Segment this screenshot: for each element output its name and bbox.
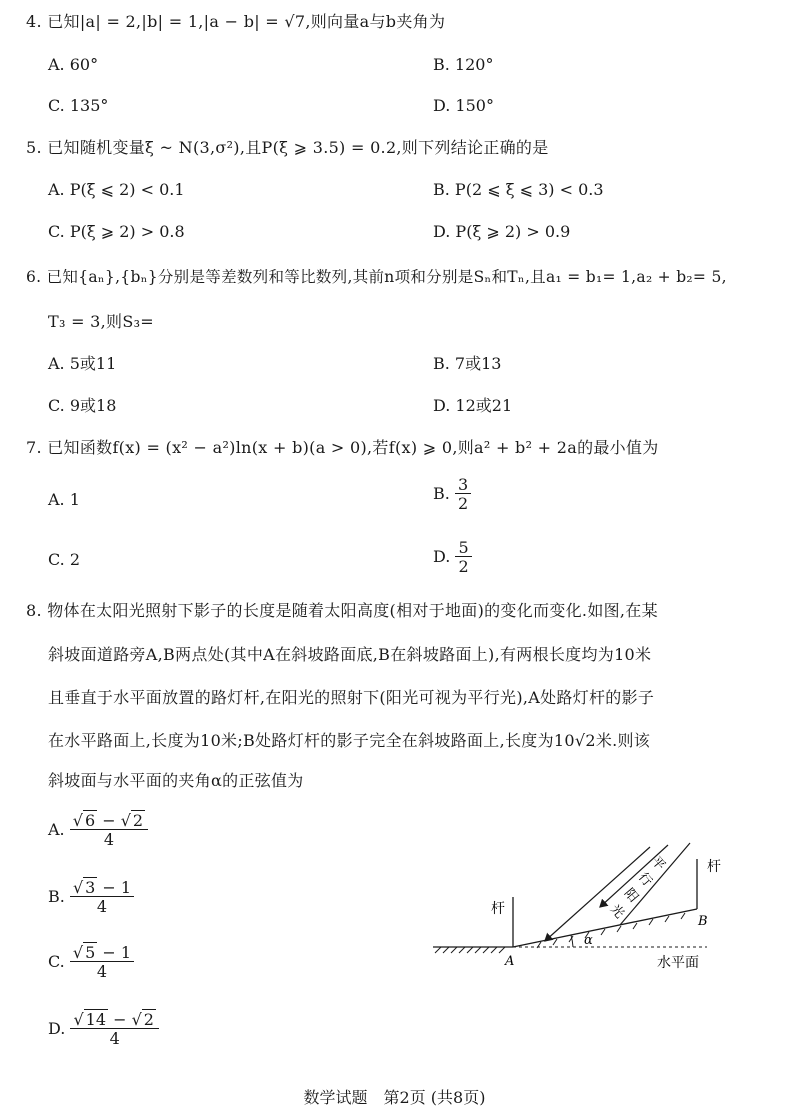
angle-alpha-label: α <box>584 933 593 948</box>
q8-option-a-label: A. <box>48 820 65 839</box>
q8-option-c-operator: − <box>102 943 116 962</box>
q5-stem: 5. 已知随机变量ξ ~ N(3,σ²),且P(ξ ⩾ 3.5) = 0.2,则下列结论正确的是 <box>26 138 549 157</box>
q8-option-b-tail: 1 <box>120 878 132 897</box>
slope-line <box>513 909 697 947</box>
q8-option-b-operator: − <box>102 878 116 897</box>
slope-hatch <box>537 913 685 948</box>
q7-stem: 7. 已知函数f(x) = (x² − a²)ln(x + b)(a > 0),若f(x) ⩾ 0,则a² + b² + 2a的最小值为 <box>26 438 659 457</box>
q8-option-d-numerator: √ 14 − √ 2 <box>73 1010 154 1029</box>
q6-option-b: B. 7或13 <box>433 354 502 373</box>
q8-option-a-denominator: 4 <box>70 829 148 848</box>
q7-option-b-fraction <box>455 477 471 512</box>
q8-stem-line4: 在水平路面上,长度为10米;B处路灯杆的影子完全在斜坡路面上,长度为10√2米.则该 <box>48 731 651 750</box>
sunlight-label-char3: 阳 <box>620 885 641 906</box>
sunlight-label-char2: 行 <box>634 869 655 890</box>
page-footer: 数学试题 第2页 (共8页) <box>303 1088 486 1107</box>
q6-option-c: C. 9或18 <box>48 396 117 415</box>
q7-option-b <box>433 477 471 512</box>
q8-option-c-radicand: 5 <box>85 943 96 962</box>
q8-option-b-denominator: 4 <box>70 896 134 915</box>
q8-stem-line2: 斜坡面道路旁A,B两点处(其中A在斜坡路面底,B在斜坡路面上),有两根长度均为10米 <box>48 645 652 664</box>
q4-option-c: C. 135° <box>48 96 109 115</box>
q7-option-c: C. 2 <box>48 550 81 569</box>
q7-option-b-label: B. <box>433 484 450 503</box>
q8-option-d-denominator: 4 <box>70 1028 159 1047</box>
q6-option-d: D. 12或21 <box>433 396 513 415</box>
q8-option-d-operator: − <box>113 1010 127 1029</box>
q7-option-d-label: D. <box>433 547 451 566</box>
point-a-label: A <box>505 954 515 969</box>
q8-option-c-label: C. <box>48 952 65 971</box>
q8-option-b-radicand: 3 <box>85 878 96 897</box>
q6-stem-line2: T₃ = 3,则S₃= <box>48 312 155 331</box>
sunlight-label-char1: 平 <box>647 853 668 874</box>
q8-option-c-numerator: √ 5 − 1 <box>72 943 132 962</box>
sunlight-label-char4: 光 <box>606 901 627 922</box>
q4-option-b: B. 120° <box>433 55 494 74</box>
q8-stem-line5: 斜坡面与水平面的夹角α的正弦值为 <box>48 771 304 790</box>
q8-option-d-fraction <box>70 1012 159 1047</box>
q8-option-c <box>48 945 134 980</box>
q8-option-b-fraction <box>70 880 134 915</box>
q7-option-d-fraction <box>455 540 471 575</box>
q8-option-b <box>48 880 134 915</box>
q7-option-d-denominator: 2 <box>455 556 471 575</box>
point-b-label: B <box>698 914 708 929</box>
q8-stem-line3: 且垂直于水平面放置的路灯杆,在阳光的照射下(阳光可视为平行光),A处路灯杆的影子 <box>48 688 655 707</box>
q6-stem-line1: 6. 已知{aₙ},{bₙ}分别是等差数列和等比数列,其前n项和分别是Sₙ和Tₙ,且a₁ = b₁= 1,a₂ + b₂= 5, <box>26 268 727 286</box>
q4-stem: 4. 已知|a| = 2,|b| = 1,|a − b| = √7,则向量a与b夹角为 <box>26 12 446 31</box>
q8-option-b-label: B. <box>48 887 65 906</box>
q8-option-d-radicand2: 2 <box>143 1010 154 1029</box>
q5-option-b: B. P(2 ⩽ ξ ⩽ 3) < 0.3 <box>433 180 604 199</box>
q4-option-a: A. 60° <box>48 55 99 74</box>
q7-option-b-numerator: 3 <box>457 475 469 494</box>
q8-option-d-label: D. <box>48 1019 66 1038</box>
q7-option-a: A. 1 <box>48 490 80 509</box>
q8-stem-line1: 8. 物体在太阳光照射下影子的长度是随着太阳高度(相对于地面)的变化而变化.如图,在某 <box>26 601 658 620</box>
q8-option-a-operator: − <box>102 811 116 830</box>
q8-option-a <box>48 813 148 848</box>
q6-option-a: A. 5或11 <box>48 354 117 373</box>
q8-option-a-numerator: √ 6 − √ 2 <box>72 811 144 830</box>
q7-option-d-numerator: 5 <box>458 538 469 557</box>
q8-option-c-denominator: 4 <box>70 961 134 980</box>
q8-option-a-fraction <box>70 813 148 848</box>
q8-option-d <box>48 1012 159 1047</box>
ground-label: 水平面 <box>657 955 699 971</box>
q8-option-b-numerator: √ 3 − 1 <box>72 878 132 897</box>
q8-option-c-tail: 1 <box>120 943 132 962</box>
pole-right-label: 杆 <box>707 859 721 875</box>
q4-option-d: D. 150° <box>433 96 494 115</box>
q5-option-a: A. P(ξ ⩽ 2) < 0.1 <box>48 180 185 199</box>
q7-option-b-denominator: 2 <box>455 493 471 512</box>
pole-left-label: 杆 <box>491 901 505 917</box>
q8-option-a-radicand1: 6 <box>84 811 96 830</box>
q8-slope-diagram <box>425 835 745 980</box>
ground-hatch <box>435 947 505 953</box>
q5-option-d: D. P(ξ ⩾ 2) > 0.9 <box>433 222 571 241</box>
q8-option-c-fraction <box>70 945 134 980</box>
q5-option-c: C. P(ξ ⩾ 2) > 0.8 <box>48 222 185 241</box>
q8-option-d-radicand1: 14 <box>85 1010 106 1029</box>
q8-option-a-radicand2: 2 <box>132 811 144 830</box>
q7-option-d <box>433 540 472 575</box>
